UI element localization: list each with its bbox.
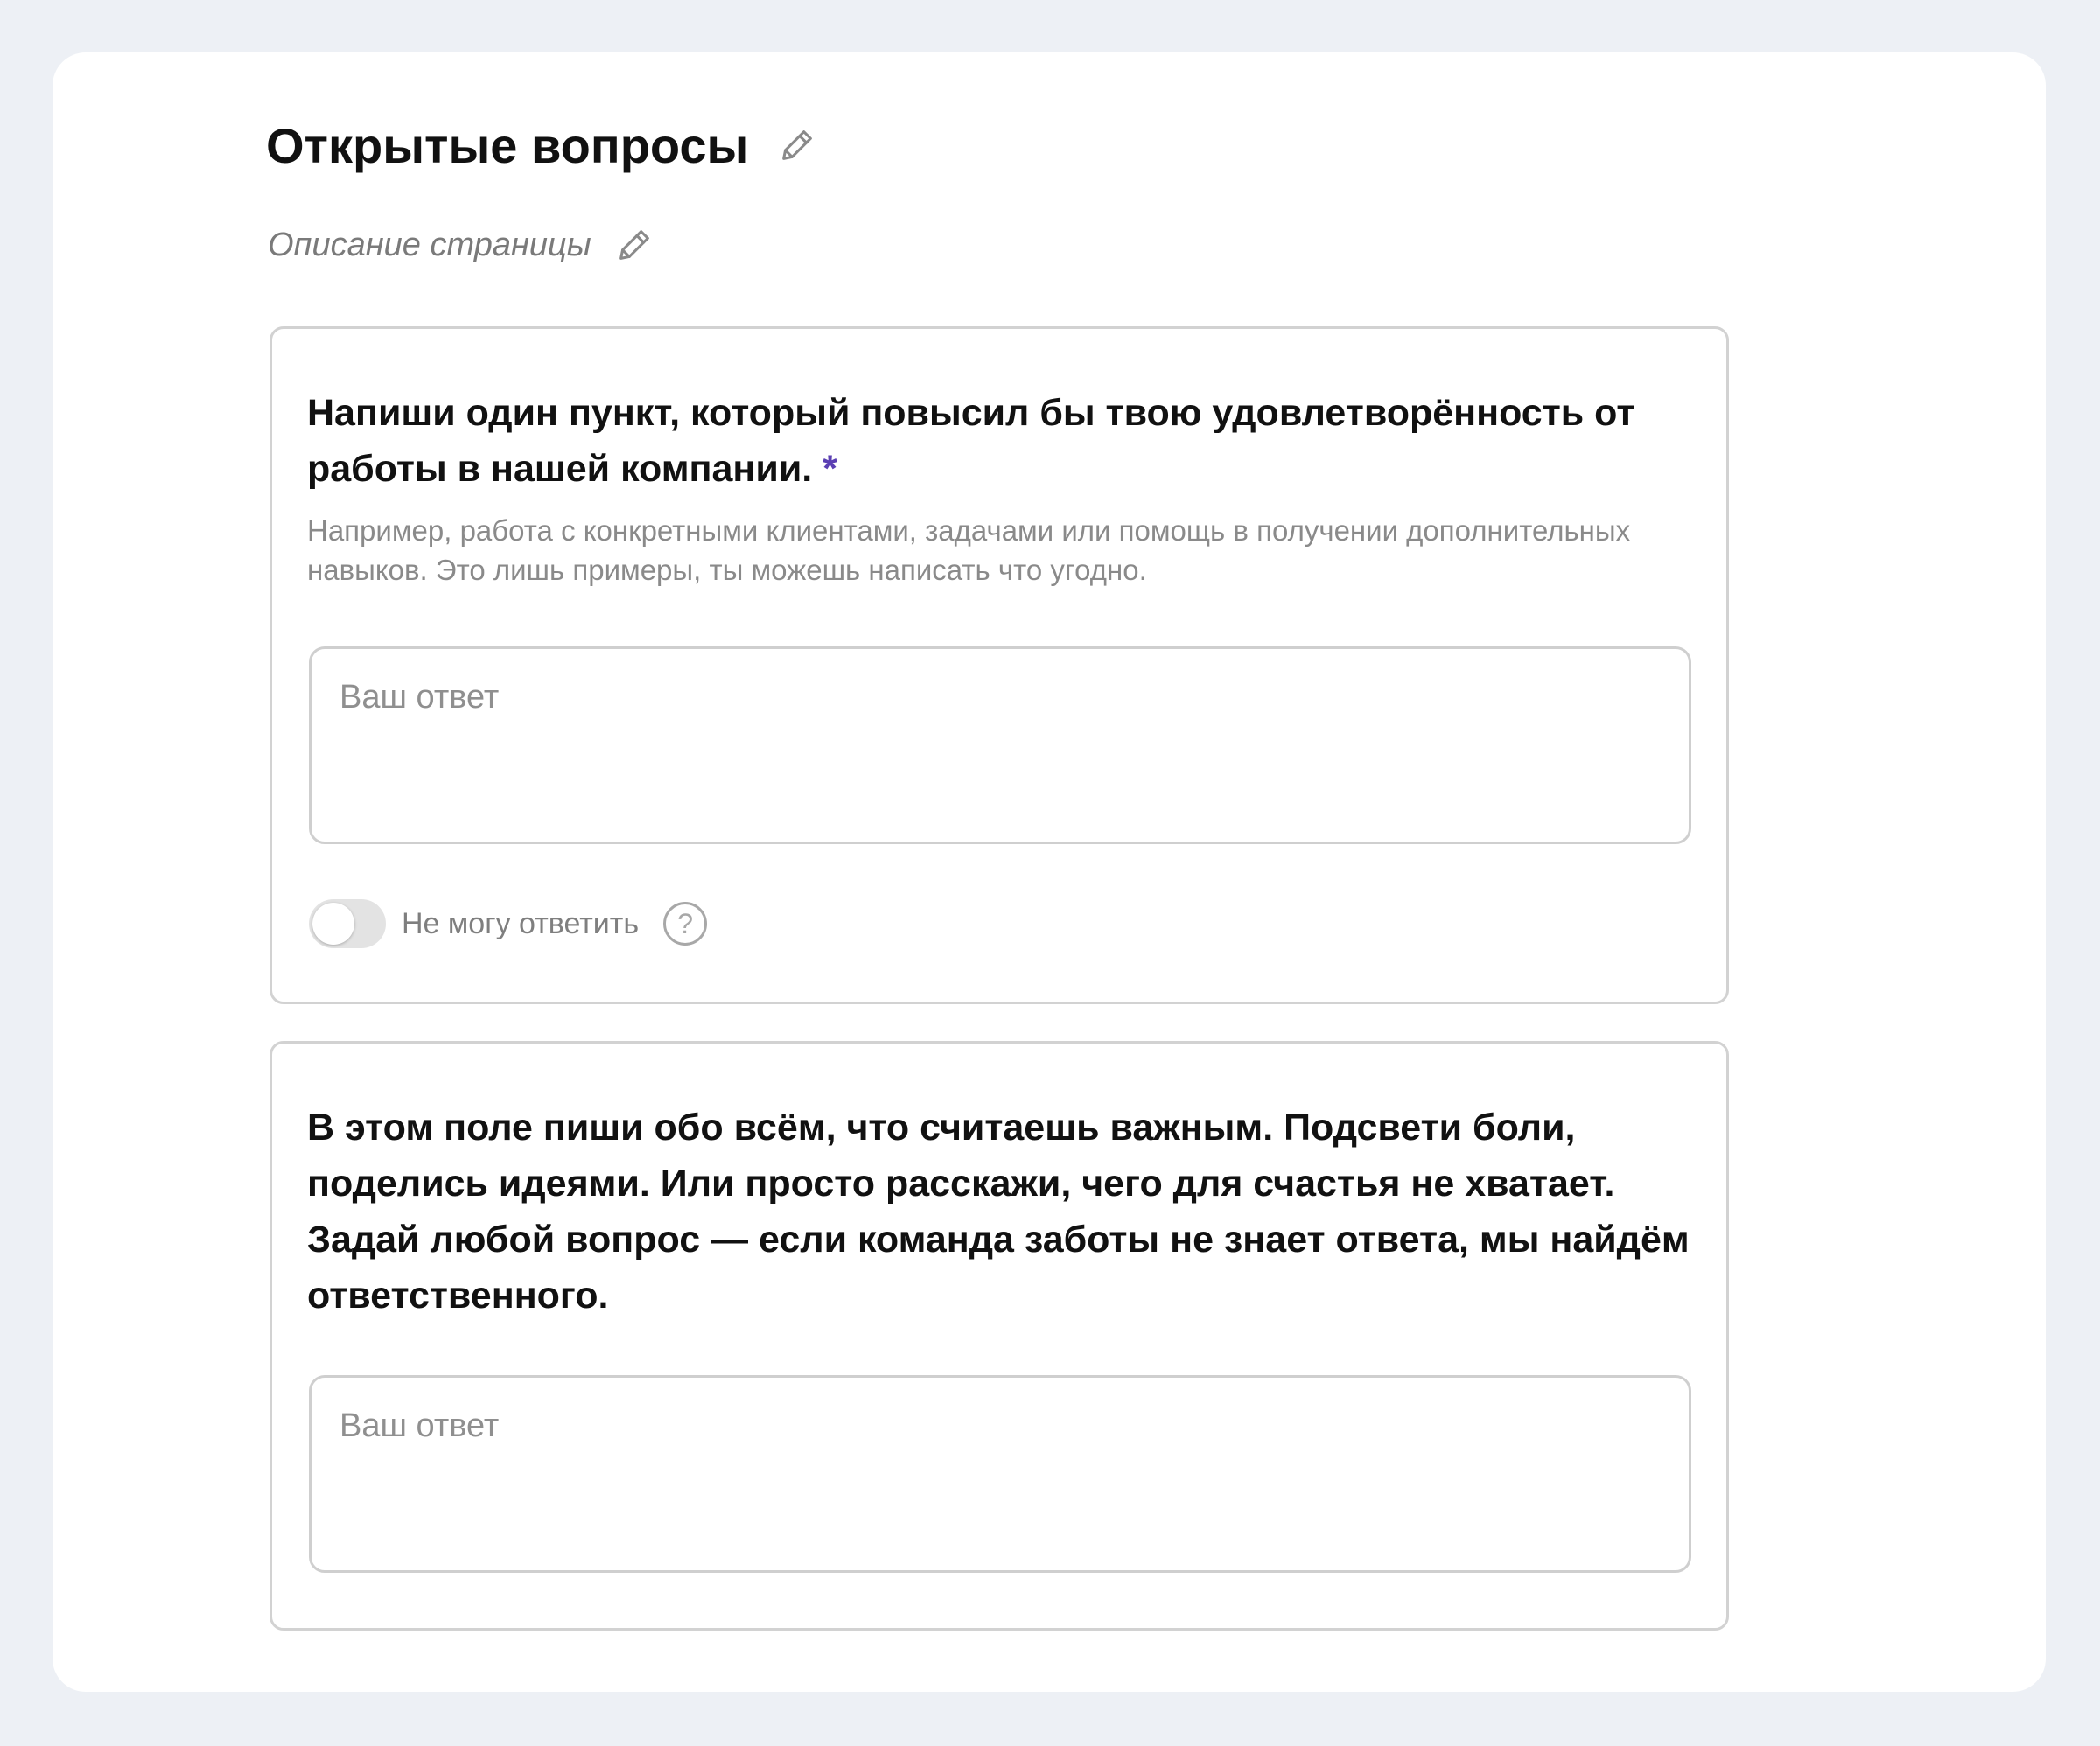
page-description: Описание страницы	[268, 226, 592, 263]
pencil-icon[interactable]	[774, 122, 820, 168]
question-text: В этом поле пиши обо всём, что считаешь важным. Подсвети боли, поделись идеями. Или просто расскажи, чего для счастья не хватает. Задай любой вопрос — если команда заботы не знает ответа, мы найдём ответственного.	[307, 1107, 1690, 1316]
toggle-knob	[312, 903, 354, 945]
required-marker: *	[822, 448, 837, 490]
cant-answer-toggle[interactable]	[309, 899, 386, 948]
question-circle-icon[interactable]: ?	[663, 902, 707, 946]
page-title: Открытые вопросы	[266, 117, 749, 173]
cant-answer-label: Не могу ответить	[402, 906, 640, 940]
question-text-content: Напиши один пункт, который повысил бы твою удовлетворённость от работы в нашей компании.	[307, 392, 1635, 490]
page-title-row	[266, 110, 820, 180]
question-card-1	[270, 326, 1729, 1004]
page-description-row	[268, 220, 656, 269]
answer-input[interactable]	[309, 646, 1691, 844]
answer-input[interactable]	[309, 1375, 1691, 1573]
question-card-2	[270, 1041, 1729, 1631]
pencil-icon[interactable]	[612, 223, 656, 267]
question-text	[307, 385, 1655, 497]
cant-answer-row	[309, 897, 707, 950]
question-hint: Например, работа с конкретными клиентами, задачами или помощь в получении дополнительных навыков. Это лишь примеры, ты можешь написать что угодно.	[307, 514, 1631, 586]
